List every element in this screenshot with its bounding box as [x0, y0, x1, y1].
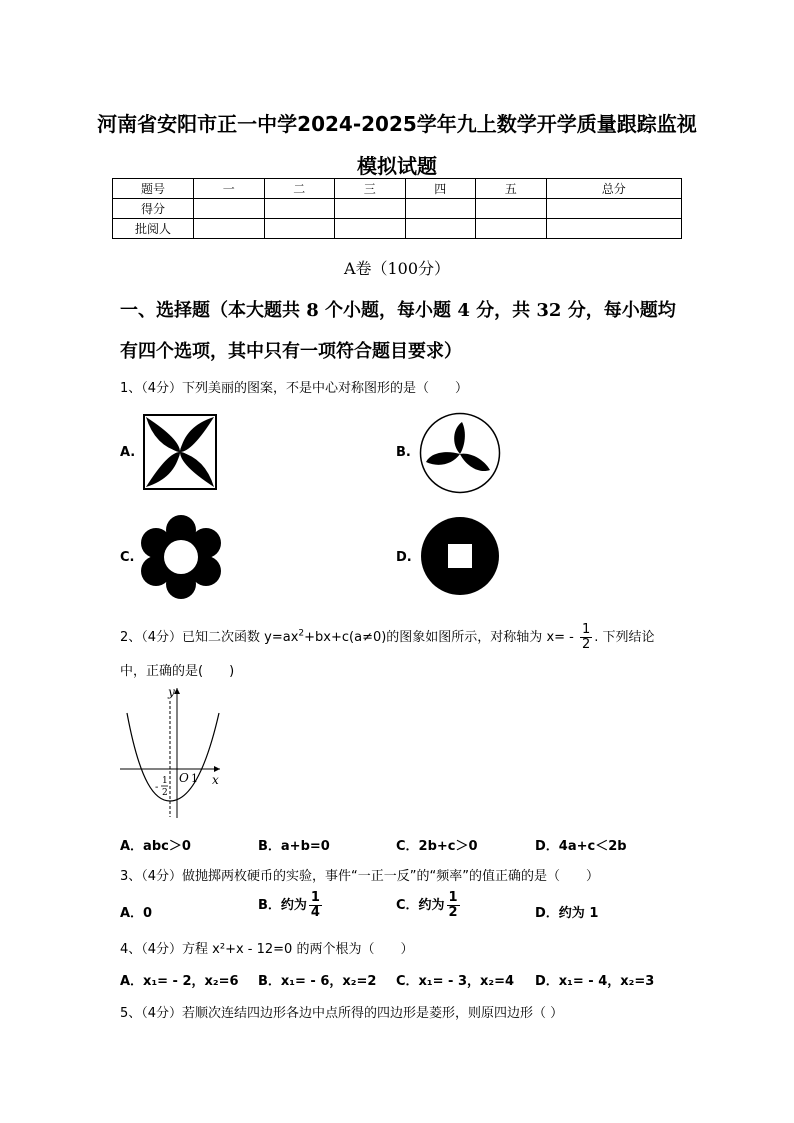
q2-option-c[interactable]: C．2b+c＞0: [396, 839, 478, 854]
q3-option-a[interactable]: A．0: [120, 906, 153, 921]
score-table-header-row: [113, 179, 682, 199]
q3-option-b-text: B．约为: [258, 898, 307, 913]
q1-option-d-figure: [420, 516, 500, 596]
graph-y-label: y: [168, 685, 175, 699]
table-cell: 四: [405, 179, 476, 199]
exam-title-line2: 模拟试题: [357, 154, 437, 178]
part1-heading-line2: 有四个选项，其中只有一项符合题目要求）: [120, 341, 462, 362]
grader-input-cell[interactable]: [194, 219, 265, 239]
q1-option-b-label: B.: [396, 445, 411, 460]
q3-option-b[interactable]: [258, 891, 324, 920]
grader-input-cell[interactable]: [546, 219, 682, 239]
graph-x-label: x: [212, 773, 219, 787]
table-cell: 得分: [113, 199, 194, 219]
q4-option-c[interactable]: C．x₁= - 3，x₂=4: [396, 974, 515, 989]
table-cell: 批阅人: [113, 219, 194, 239]
table-cell: 三: [335, 179, 406, 199]
question-2-stem-line2: 中，正确的是( ): [120, 664, 235, 679]
table-cell: 五: [476, 179, 547, 199]
q1-option-a-figure: [143, 414, 217, 490]
graph-one-label: 1: [191, 772, 198, 785]
fraction-denominator: 2: [448, 905, 458, 920]
q3-option-c-fraction: [447, 891, 460, 920]
exam-title-line1: 河南省安阳市正一中学2024-2025学年九上数学开学质量跟踪监视: [97, 112, 697, 136]
question-4-stem: 4、（4分）方程 x²+x - 12=0 的两个根为（ ）: [120, 942, 414, 957]
fraction-numerator: 1: [582, 622, 591, 637]
grader-input-cell[interactable]: [405, 219, 476, 239]
score-input-cell[interactable]: [546, 199, 682, 219]
q3-option-d[interactable]: D．约为 1: [535, 906, 599, 921]
table-cell: 二: [264, 179, 335, 199]
question-1-stem: 1、（4分）下列美丽的图案，不是中心对称图形的是（ ）: [120, 381, 469, 396]
part1-heading-line1: 一、选择题（本大题共 8 个小题，每小题 4 分，共 32 分，每小题均: [120, 300, 676, 321]
q4-option-a[interactable]: A．x₁= - 2，x₂=6: [120, 974, 239, 989]
q2-option-b[interactable]: B．a+b=0: [258, 839, 330, 854]
fraction-numerator: 1: [310, 890, 320, 905]
q1-option-c-figure: [141, 513, 221, 601]
table-cell: 一: [194, 179, 265, 199]
q4-option-b[interactable]: B．x₁= - 6，x₂=2: [258, 974, 377, 989]
q3-option-c[interactable]: [396, 891, 462, 920]
q2-stem-part-c: . 下列结论: [594, 630, 655, 645]
grader-input-cell[interactable]: [335, 219, 406, 239]
graph-origin-label: O: [179, 771, 189, 785]
q1-option-c-label: C.: [120, 550, 135, 565]
score-table-row: [113, 199, 682, 219]
q2-stem-part-b: +bx+c(a≠0)的图象如图所示，对称轴为 x= -: [304, 630, 574, 645]
question-3-stem: 3、（4分）做抛掷两枚硬币的实验，事件“一正一反”的“频率”的值正确的是（ ）: [120, 869, 599, 884]
section-heading: A卷（100分）: [343, 259, 451, 278]
question-2-stem: [120, 623, 655, 652]
q2-option-a[interactable]: A．abc＞0: [120, 839, 191, 854]
q1-option-a-label: A.: [120, 445, 136, 460]
graph-half-num: 1: [162, 776, 168, 786]
fraction-numerator: 1: [448, 890, 458, 905]
score-input-cell[interactable]: [476, 199, 547, 219]
score-table-row: [113, 219, 682, 239]
score-input-cell[interactable]: [335, 199, 406, 219]
q2-option-d[interactable]: D．4a+c＜2b: [535, 839, 627, 854]
grader-input-cell[interactable]: [476, 219, 547, 239]
question-5-stem: 5、（4分）若顺次连结四边形各边中点所得的四边形是菱形，则原四边形（ ）: [120, 1006, 564, 1021]
score-input-cell[interactable]: [264, 199, 335, 219]
q2-stem-part-a: 2、（4分）已知二次函数 y=ax: [120, 630, 299, 645]
q2-parabola-graph: [115, 683, 227, 823]
q1-option-b-figure: [419, 412, 501, 494]
graph-neg-sign: -: [155, 782, 159, 793]
grader-input-cell[interactable]: [264, 219, 335, 239]
fraction-denominator: 2: [582, 637, 591, 652]
q3-option-b-fraction: [309, 891, 322, 920]
q3-option-c-text: C．约为: [396, 898, 445, 913]
graph-half-den: 2: [162, 788, 168, 798]
q2-stem-superscript: 2: [298, 628, 305, 639]
fraction-denominator: 4: [310, 905, 320, 920]
q4-option-d[interactable]: D．x₁= - 4，x₂=3: [535, 974, 655, 989]
table-cell: 题号: [113, 179, 194, 199]
score-table: [112, 178, 682, 239]
table-cell: 总分: [546, 179, 682, 199]
score-input-cell[interactable]: [405, 199, 476, 219]
score-input-cell[interactable]: [194, 199, 265, 219]
q1-option-d-label: D.: [396, 550, 412, 565]
q2-fraction: [580, 623, 592, 652]
